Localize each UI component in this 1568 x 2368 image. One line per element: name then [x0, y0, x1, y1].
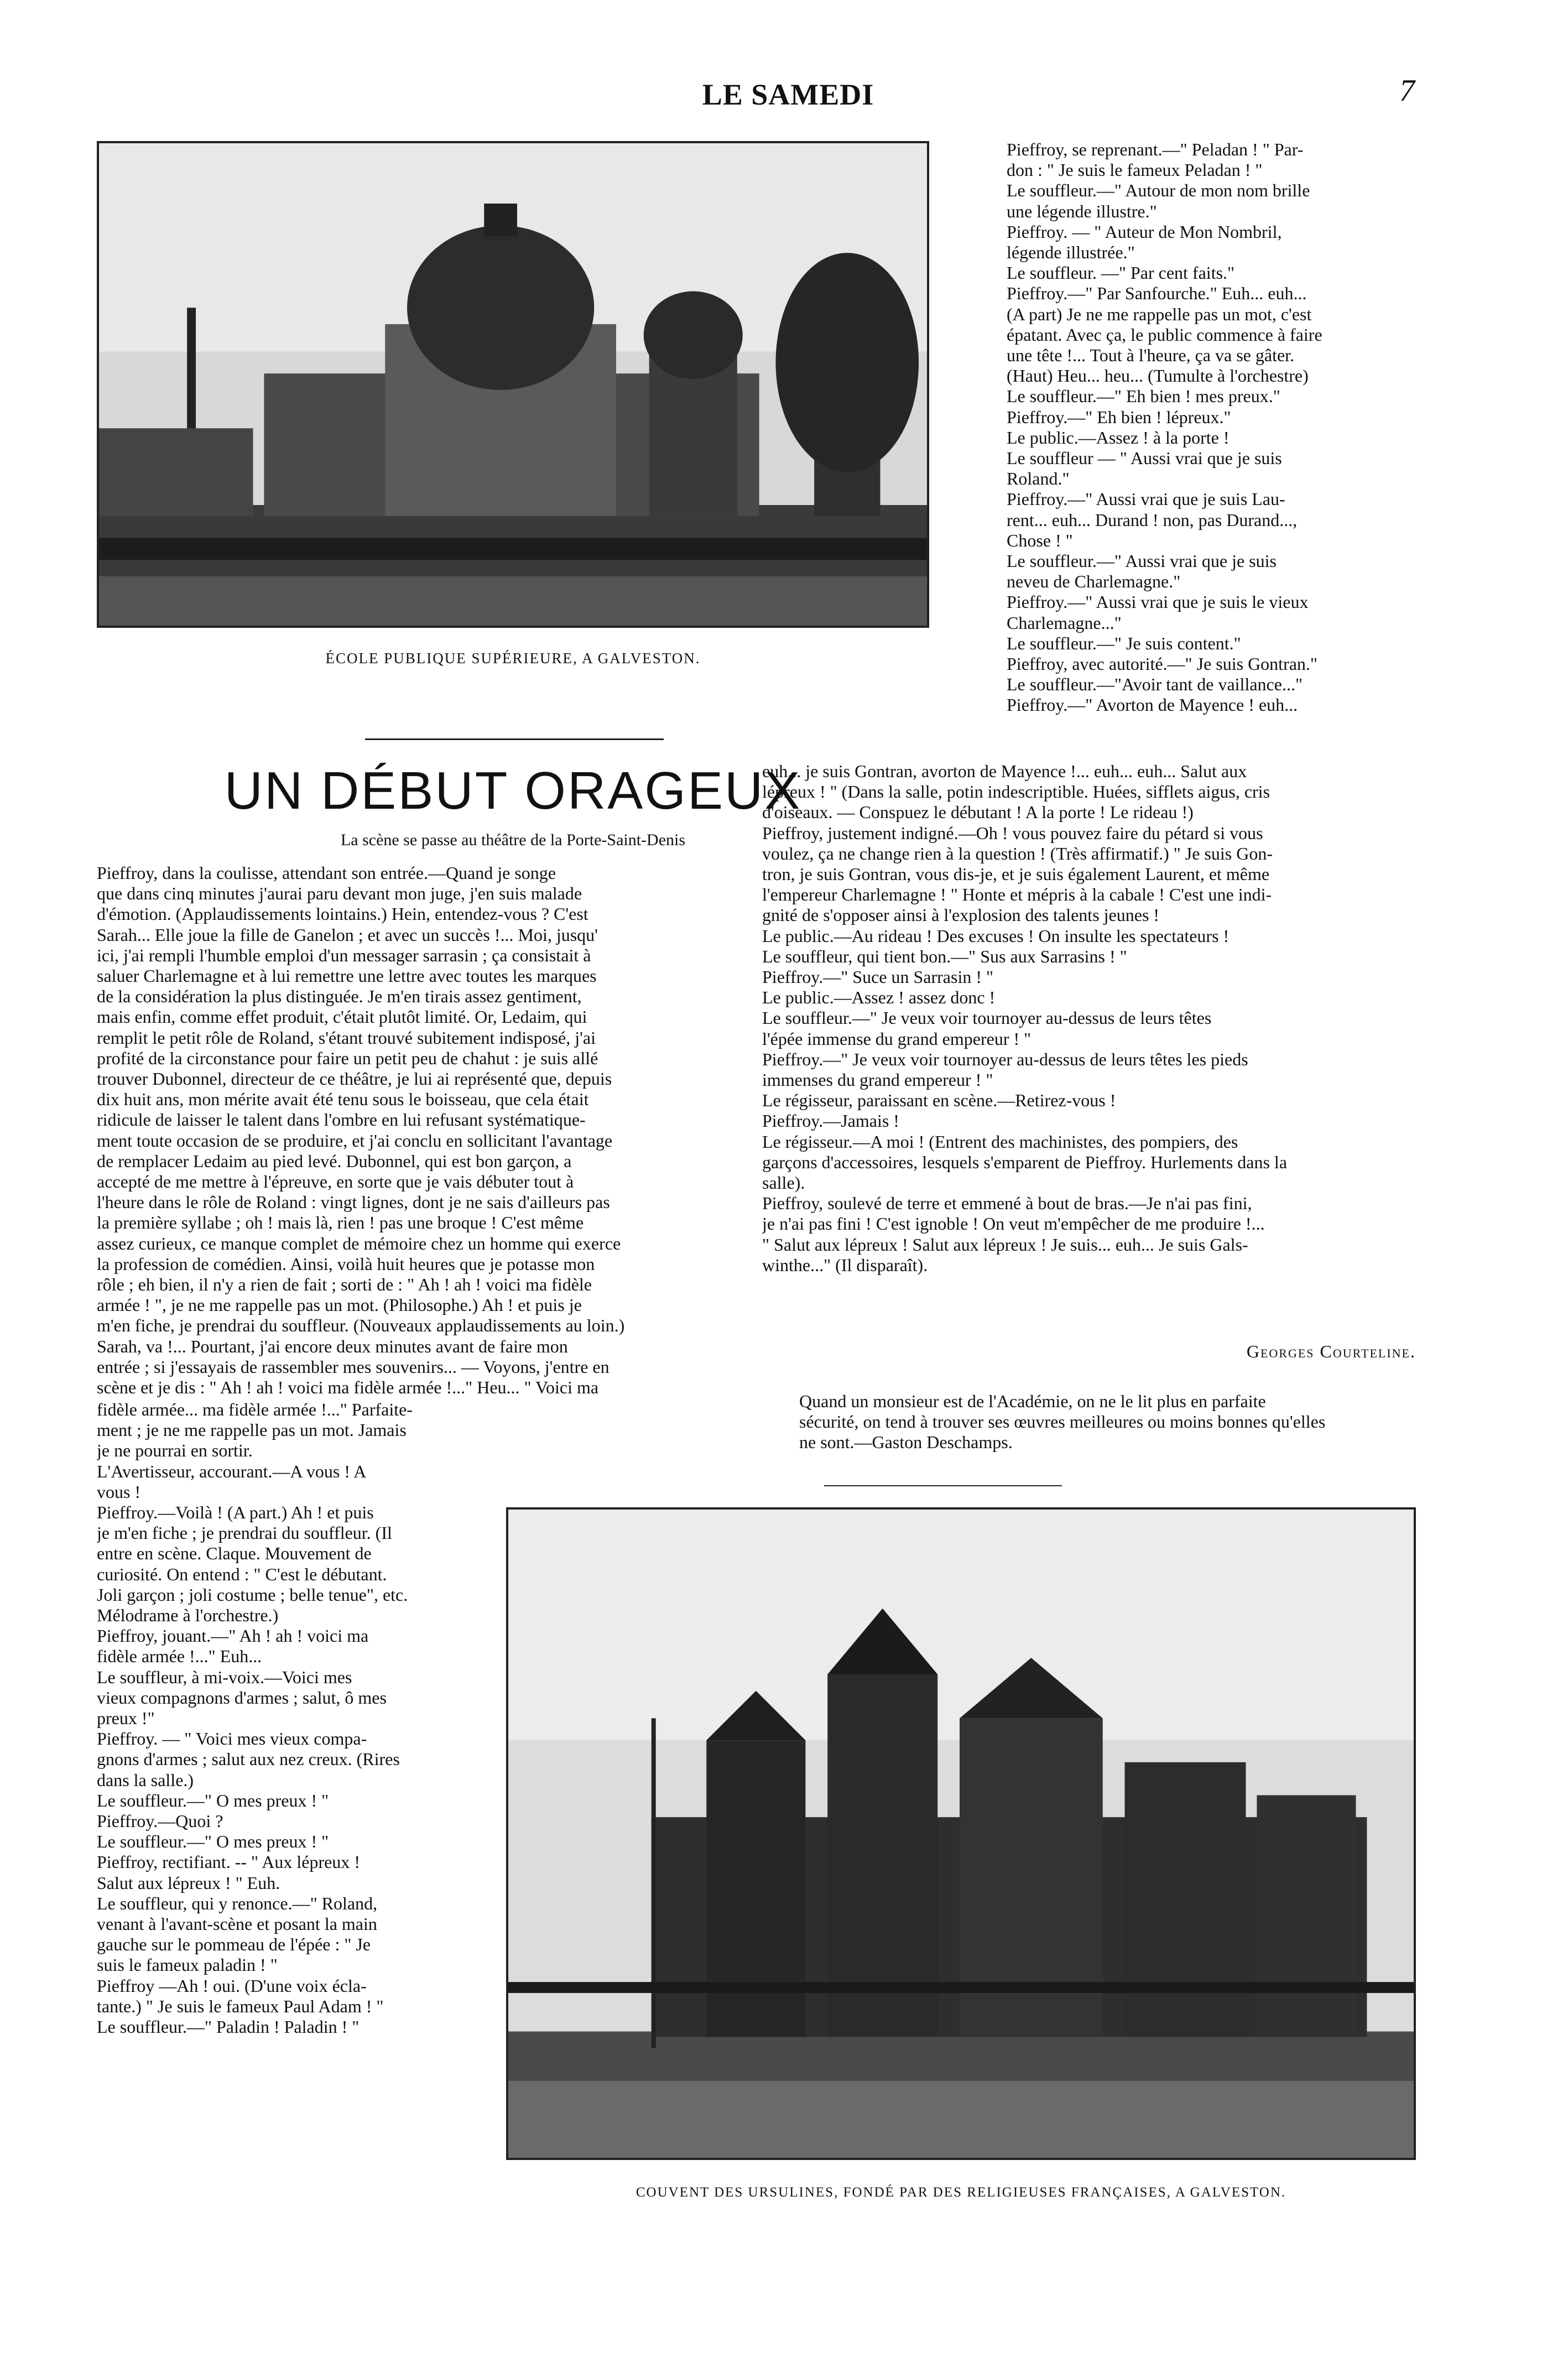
col1-narrow-line: vous !	[97, 1481, 141, 1502]
col2-wide-line: l'épée immense du grand empereur ! "	[762, 1028, 1032, 1049]
col2-top-line: Le souffleur. —" Par cent faits."	[1007, 263, 1235, 283]
col2-wide-line: winthe..." (Il disparaît).	[762, 1255, 928, 1275]
col2-top-line: Le souffleur.—" Autour de mon nom brille	[1007, 180, 1310, 201]
col2-wide-line: Pieffroy.—" Suce un Sarrasin ! "	[762, 967, 994, 987]
col2-wide-line: d'oiseaux. — Conspuez le débutant ! A la porte ! Le rideau !)	[762, 802, 1194, 823]
col1-line: scène et je dis : " Ah ! ah ! voici ma fidèle armée !..." Heu... " Voici ma	[97, 1377, 599, 1398]
col2-wide-line: Pieffroy.—" Je veux voir tournoyer au-dessus de leurs têtes les pieds	[762, 1049, 1248, 1069]
col1-line: l'heure dans le rôle de Roland : vingt lignes, dont je ne sais d'ailleurs pas	[97, 1192, 610, 1212]
col2-top-line: Pieffroy.—" Par Sanfourche." Euh... euh...	[1007, 283, 1307, 304]
article-col2-top	[1007, 139, 1416, 716]
col1-narrow-line: Pieffroy, rectifiant. -- " Aux lépreux !	[97, 1852, 361, 1872]
col1-narrow-line: Pieffroy —Ah ! oui. (D'une voix écla-	[97, 1975, 367, 1996]
col2-top-line: rent... euh... Durand ! non, pas Durand...,	[1007, 509, 1298, 530]
col2-top-line: Pieffroy, avec autorité.—" Je suis Gontran."	[1007, 654, 1317, 674]
col1-narrow-line: Le souffleur.—" O mes preux ! "	[97, 1790, 329, 1810]
col2-wide-line: Le souffleur, qui tient bon.—" Sus aux Sarrasins ! "	[762, 946, 1127, 966]
col1-narrow-line: gnons d'armes ; salut aux nez creux. (Rires	[97, 1749, 400, 1770]
col1-line: armée ! ", je ne me rappelle pas un mot. (Philosophe.) Ah ! et puis je	[97, 1295, 582, 1315]
academy-quote	[799, 1391, 1416, 1453]
col1-narrow-line: L'Avertisseur, accourant.—A vous ! A	[97, 1461, 367, 1481]
col1-narrow-line: Pieffroy.—Voilà ! (A part.) Ah ! et puis	[97, 1502, 374, 1523]
page-number: 7	[1399, 74, 1415, 108]
col1-narrow-line: Le souffleur.—" O mes preux ! "	[97, 1831, 329, 1852]
col2-top-line: Pieffroy.—" Aussi vrai que je suis Lau-	[1007, 489, 1285, 509]
convent-illustration	[508, 1510, 1414, 2158]
col2-top-line: (A part) Je ne me rappelle pas un mot, c'est	[1007, 304, 1312, 324]
col1-line: mais enfin, comme effet produit, c'était plutôt limité. Or, Ledaim, qui	[97, 1007, 587, 1027]
col2-wide-line: salle).	[762, 1173, 805, 1193]
newspaper-title: LE SAMEDI	[702, 78, 874, 111]
col2-wide-line: tron, je suis Gontran, vous dis-je, et je suis également Laurent, et même	[762, 864, 1270, 884]
col1-line: dix huit ans, mon mérite avait été tenu sous le boisseau, que cela était	[97, 1089, 589, 1110]
col2-wide-line: Le régisseur.—A moi ! (Entrent des machinistes, des pompiers, des	[762, 1131, 1238, 1152]
col1-narrow-line: preux !"	[97, 1708, 155, 1729]
col2-top-line: Pieffroy, se reprenant.—" Peladan ! " Par-	[1007, 139, 1304, 159]
col1-line: ment toute occasion de se produire, et j'ai conclu en sollicitant l'avantage	[97, 1130, 613, 1151]
col2-top-line: épatant. Avec ça, le public commence à faire	[1007, 324, 1322, 345]
col2-top-line: Le souffleur.—"Avoir tant de vaillance..."	[1007, 674, 1303, 695]
col2-wide-line: immenses du grand empereur ! "	[762, 1070, 993, 1090]
top-photo-caption: ÉCOLE PUBLIQUE SUPÉRIEURE, A GALVESTON.	[325, 650, 701, 667]
col2-top-line: neveu de Charlemagne."	[1007, 571, 1181, 592]
col2-top-line: Roland."	[1007, 469, 1070, 489]
article-signature: Georges Courteline.	[1246, 1341, 1416, 1361]
col1-narrow-line: suis le fameux paladin ! "	[97, 1955, 278, 1975]
col1-narrow-line: dans la salle.)	[97, 1770, 194, 1790]
col1-narrow-line: Le souffleur, qui y renonce.—" Roland,	[97, 1893, 378, 1913]
col1-narrow-line: curiosité. On entend : " C'est le débutant.	[97, 1564, 387, 1584]
col2-top-line: Le souffleur — " Aussi vrai que je suis	[1007, 448, 1282, 469]
quote-line: Quand un monsieur est de l'Académie, on ne le lit plus en parfaite	[799, 1391, 1266, 1411]
col1-line: Sarah, va !... Pourtant, j'ai encore deux minutes avant de faire mon	[97, 1336, 568, 1356]
col1-narrow-line: Mélodrame à l'orchestre.)	[97, 1605, 279, 1626]
col1-narrow-line: fidèle armée... ma fidèle armée !..." Parfaite-	[97, 1399, 413, 1419]
col2-top-line: légende illustrée."	[1007, 242, 1135, 263]
col2-wide-line: Le régisseur, paraissant en scène.—Retirez-vous !	[762, 1090, 1116, 1111]
col1-narrow-line: Le souffleur, à mi-voix.—Voici mes	[97, 1667, 352, 1687]
article-col1-narrow	[97, 1399, 495, 2037]
col2-wide-line: Le public.—Assez ! assez donc !	[762, 987, 996, 1008]
col1-line: entrée ; si j'essayais de rassembler mes souvenirs... — Voyons, j'entre en	[97, 1356, 610, 1377]
col1-line: ridicule de laisser le talent dans l'ombre en lui refusant systématique-	[97, 1110, 586, 1130]
quote-bottom-rule	[824, 1485, 1062, 1486]
col2-wide-line: euh... je suis Gontran, avorton de Mayence !... euh... euh... Salut aux	[762, 761, 1247, 781]
col1-narrow-line: gauche sur le pommeau de l'épée : " Je	[97, 1934, 371, 1955]
col2-top-line: Chose ! "	[1007, 530, 1073, 550]
col1-narrow-line: Pieffroy. — " Voici mes vieux compa-	[97, 1729, 367, 1749]
col1-narrow-line: je ne pourrai en sortir.	[97, 1440, 253, 1461]
col1-line: de remplacer Ledaim au pied levé. Dubonnel, qui est bon garçon, a	[97, 1151, 572, 1171]
col1-line: trouver Dubonnel, directeur de ce théâtre, je lui ai représenté que, depuis	[97, 1069, 612, 1089]
col2-top-line: Le souffleur.—" Aussi vrai que je suis	[1007, 551, 1277, 571]
col1-line: remplit le petit rôle de Roland, s'étant trouvé subitement indisposé, j'ai	[97, 1027, 596, 1048]
col2-wide-line: gnité de s'opposer ainsi à l'explosion des talents jeunes !	[762, 905, 1160, 925]
col1-narrow-line: Pieffroy, jouant.—" Ah ! ah ! voici ma	[97, 1626, 369, 1646]
col1-line: la profession de comédien. Ainsi, voilà huit heures que je potasse mon	[97, 1253, 595, 1274]
col1-narrow-line: entre en scène. Claque. Mouvement de	[97, 1543, 372, 1564]
article-subtitle: La scène se passe au théâtre de la Porte-Saint-Denis	[340, 831, 686, 849]
article-col2-wide	[762, 761, 1416, 1276]
col2-wide-line: l'empereur Charlemagne ! " Honte et mépris à la cabale ! C'est une indi-	[762, 884, 1272, 905]
col1-line: d'émotion. (Applaudissements lointains.) Hein, entendez-vous ? C'est	[97, 904, 588, 924]
col2-top-line: Le souffleur.—" Eh bien ! mes preux."	[1007, 386, 1280, 407]
col2-top-line: Charlemagne..."	[1007, 612, 1122, 633]
col1-narrow-line: fidèle armée !..." Euh...	[97, 1646, 262, 1667]
col1-narrow-line: Le souffleur.—" Paladin ! Paladin ! "	[97, 2017, 360, 2037]
col1-narrow-line: Salut aux lépreux ! " Euh.	[97, 1872, 280, 1893]
col1-line: Pieffroy, dans la coulisse, attendant son entrée.—Quand je songe	[97, 863, 556, 883]
col2-wide-line: Pieffroy, soulevé de terre et emmené à bout de bras.—Je n'ai pas fini,	[762, 1193, 1252, 1214]
col2-top-line: (Haut) Heu... heu... (Tumulte à l'orchestre)	[1007, 366, 1309, 386]
col1-narrow-line: Pieffroy.—Quoi ?	[97, 1811, 223, 1831]
col1-narrow-line: je m'en fiche ; je prendrai du souffleur. (Il	[97, 1523, 392, 1543]
col1-line: la première syllabe ; oh ! mais là, rien ! pas une broque ! C'est même	[97, 1212, 584, 1233]
col1-line: saluer Charlemagne et à lui remettre une lettre avec toutes les marques	[97, 966, 597, 986]
col2-wide-line: je n'ai pas fini ! C'est ignoble ! On veut m'empêcher de me produire !...	[762, 1214, 1265, 1234]
col2-wide-line: voulez, ça ne change rien à la question ! (Très affirmatif.) " Je suis Gon-	[762, 843, 1273, 863]
col1-narrow-line: Joli garçon ; joli costume ; belle tenue", etc.	[97, 1584, 408, 1605]
col1-line: assez curieux, ce manque complet de mémoire chez un homme qui exerce	[97, 1233, 621, 1253]
title-top-rule	[365, 738, 664, 740]
col1-line: m'en fiche, je prendrai du souffleur. (Nouveaux applaudissements au loin.)	[97, 1315, 625, 1336]
col1-line: accepté de me mettre à l'épreuve, en sorte que je vais débuter tout à	[97, 1172, 574, 1192]
col1-line: ici, j'ai rempli l'humble emploi d'un messager sarrasin ; ça consistait à	[97, 945, 591, 965]
col2-wide-line: garçons d'accessoires, lesquels s'emparent de Pieffroy. Hurlements dans la	[762, 1152, 1288, 1172]
col1-narrow-line: venant à l'avant-scène et posant la main	[97, 1914, 377, 1934]
col2-top-line: une légende illustre."	[1007, 201, 1157, 221]
col2-wide-line: lépreux ! " (Dans la salle, potin indescriptible. Huées, sifflets aigus, cris	[762, 782, 1270, 802]
col2-top-line: Pieffroy.—" Aussi vrai que je suis le vieux	[1007, 592, 1309, 612]
col2-wide-line: " Salut aux lépreux ! Salut aux lépreux ! Je suis... euh... Je suis Gals-	[762, 1234, 1248, 1255]
school-illustration	[99, 143, 927, 626]
col2-top-line: Pieffroy.—" Avorton de Mayence ! euh...	[1007, 695, 1298, 715]
col1-narrow-line: ment ; je ne me rappelle pas un mot. Jamais	[97, 1420, 407, 1440]
quote-line: ne sont.—Gaston Deschamps.	[799, 1432, 1013, 1453]
article-title: UN DÉBUT ORAGEUX	[224, 761, 802, 820]
bottom-photo-caption: COUVENT DES URSULINES, FONDÉ PAR DES RELIGIEUSES FRANÇAISES, A GALVESTON.	[635, 2185, 1286, 2200]
col1-narrow-line: tante.) " Je suis le fameux Paul Adam ! "	[97, 1996, 384, 2016]
col2-wide-line: Le souffleur.—" Je veux voir tournoyer au-dessus de leurs têtes	[762, 1008, 1212, 1028]
col2-wide-line: Pieffroy.—Jamais !	[762, 1111, 899, 1131]
school-photo	[97, 141, 929, 628]
quote-line: sécurité, on tend à trouver ses œuvres meilleures ou moins bonnes qu'elles	[799, 1412, 1326, 1432]
col2-wide-line: Pieffroy, justement indigné.—Oh ! vous pouvez faire du pétard si vous	[762, 823, 1263, 843]
col1-narrow-line: vieux compagnons d'armes ; salut, ô mes	[97, 1687, 387, 1708]
col1-line: profité de la circonstance pour faire un petit peu de chahut : je suis allé	[97, 1048, 598, 1068]
col1-line: que dans cinq minutes j'aurai paru devant mon juge, j'en suis malade	[97, 883, 582, 904]
col1-line: rôle ; eh bien, il n'y a rien de fait ; sorti de : " Ah ! ah ! voici ma fidèle	[97, 1274, 592, 1295]
col2-top-line: don : " Je suis le fameux Peladan ! "	[1007, 160, 1263, 180]
col2-top-line: Pieffroy.—" Eh bien ! lépreux."	[1007, 407, 1231, 427]
col2-wide-line: Le public.—Au rideau ! Des excuses ! On insulte les spectateurs !	[762, 925, 1230, 946]
col2-top-line: Le public.—Assez ! à la porte !	[1007, 427, 1230, 447]
convent-photo	[506, 1507, 1416, 2160]
col2-top-line: Le souffleur.—" Je suis content."	[1007, 633, 1241, 653]
col2-top-line: Pieffroy. — " Auteur de Mon Nombril,	[1007, 221, 1282, 242]
col1-line: de la considération la plus distinguée. Je m'en tirais assez gentiment,	[97, 986, 582, 1007]
col2-top-line: une tête !... Tout à l'heure, ça va se gâter.	[1007, 345, 1295, 366]
col1-line: Sarah... Elle joue la fille de Ganelon ; et avec un succès !... Moi, jusqu'	[97, 924, 598, 945]
